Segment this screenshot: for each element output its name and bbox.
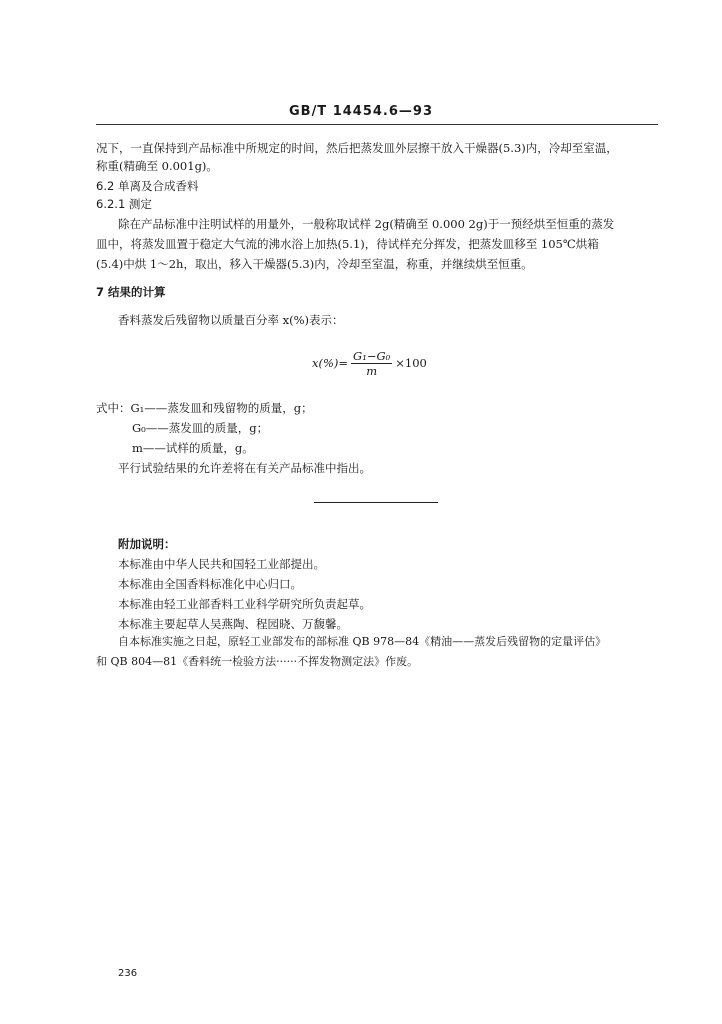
section-7-title: 7 结果的计算: [96, 285, 166, 299]
appendix-line-2: 本标准由全国香料标准化中心归口。: [118, 577, 302, 591]
procedure-line-1: 除在产品标准中注明试样的用量外，一般称取试样 2g(精确至 0.000 2g)于一预经烘至恒重的蒸发: [118, 217, 615, 231]
continuation-line-2: 称重(精确至 0.001g)。: [96, 159, 218, 173]
formula-lhs: x(%)=: [312, 356, 349, 370]
formula-rhs: ×100: [395, 356, 427, 370]
appendix-line-4: 本标准主要起草人吴燕陶、程园晓、万馥馨。: [118, 617, 348, 631]
appendix-line-5: 自本标准实施之日起，原轻工业部发布的部标准 QB 978—84《精油——蒸发后残留物的定量评估》: [118, 635, 607, 648]
tolerance-note: 平行试验结果的允许差将在有关产品标准中指出。: [118, 461, 371, 475]
appendix-line-3: 本标准由轻工业部香料工业科学研究所负责起草。: [118, 597, 371, 611]
where-m: m——试样的质量，g。: [132, 441, 254, 455]
continuation-line-1: 况下，一直保持到产品标准中所规定的时间，然后把蒸发皿外层擦干放入干燥器(5.3)内，冷却至室温，: [96, 141, 618, 155]
appendix-line-1: 本标准由中华人民共和国轻工业部提出。: [118, 557, 325, 571]
formula-denominator: m: [366, 363, 378, 378]
end-rule: [314, 502, 438, 503]
where-g1: 式中：G₁——蒸发皿和残留物的质量，g；: [96, 401, 313, 415]
section-6-2-title: 6.2 单离及合成香料: [96, 179, 199, 193]
section-6-2-1-title: 6.2.1 测定: [96, 197, 152, 211]
appendix-title: 附加说明：: [118, 537, 176, 551]
result-formula: [312, 348, 427, 378]
procedure-line-3: (5.4)中烘 1～2h，取出，移入干燥器(5.3)内，冷却至室温，称重，并继续烘至恒重。: [96, 257, 533, 271]
where-g0: G₀——蒸发皿的质量，g；: [132, 421, 269, 435]
formula-numerator: G₁−G₀: [353, 348, 391, 363]
page-number: 236: [118, 968, 138, 979]
standard-number-header: GB/T 14454.6—93: [288, 104, 434, 119]
formula-fraction: [351, 349, 392, 378]
header-rule: [96, 124, 658, 125]
result-intro: 香料蒸发后残留物以质量百分率 x(%)表示：: [118, 313, 344, 327]
appendix-line-6: 和 QB 804—81《香料统一检验方法······不挥发物测定法》作废。: [96, 655, 419, 668]
procedure-line-2: 皿中，将蒸发皿置于稳定大气流的沸水浴上加热(5.1)，待试样充分挥发，把蒸发皿移至 105℃烘箱: [96, 237, 599, 251]
